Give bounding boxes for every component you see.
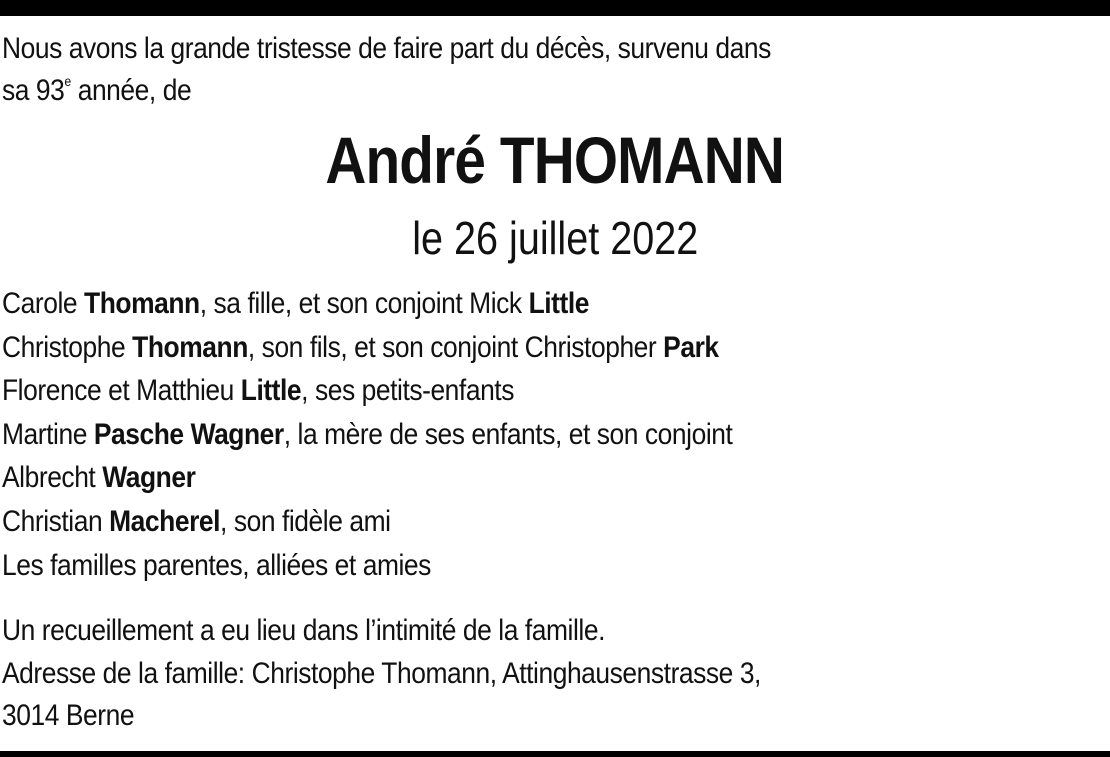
family-text: Martine <box>2 417 94 451</box>
family-text: Les familles parentes, alliées et amies <box>2 548 431 582</box>
family-line <box>2 326 1102 370</box>
bottom-border-rule <box>0 751 1110 757</box>
family-surname: Pasche Wagner <box>93 417 284 451</box>
family-surname: Little <box>528 287 590 320</box>
family-text: Florence et Matthieu <box>2 374 241 408</box>
intro-line-2 <box>2 70 1102 112</box>
family-line <box>2 456 1102 500</box>
family-text: Christian <box>2 504 110 538</box>
closing-line: Un recueillement a eu lieu dans l’intimité de la famille. <box>2 614 605 647</box>
family-line <box>2 369 1102 413</box>
family-text: , la mère de ses enfants, et son conjoint <box>283 417 733 451</box>
intro-line-2-prefix: sa 93 <box>2 74 65 107</box>
family-line <box>2 282 1102 326</box>
family-surname: Thomann <box>132 330 248 364</box>
ordinal-superscript: e <box>64 73 71 89</box>
family-mourners-list <box>2 282 1102 587</box>
closing-notice <box>2 610 1102 738</box>
intro-line-1: Nous avons la grande tristesse de faire part du décès, survenu dans <box>2 32 771 65</box>
family-line <box>2 413 1102 457</box>
closing-line: Adresse de la famille: Christophe Thomann, Attinghausenstrasse 3, <box>2 656 761 690</box>
family-surname: Macherel <box>109 504 221 538</box>
family-text: Christophe <box>2 330 133 364</box>
deceased-name <box>0 120 1110 200</box>
family-text: , son fidèle ami <box>220 504 391 538</box>
deceased-name-text: André THOMANN <box>325 123 785 197</box>
death-date-text: le 26 juillet 2022 <box>412 212 698 264</box>
intro-line-2-suffix: année, de <box>70 74 192 107</box>
family-surname: Park <box>663 330 719 364</box>
family-text: , son fils, et son conjoint Christopher <box>247 330 664 364</box>
family-text: , ses petits-enfants <box>301 374 514 408</box>
family-line <box>2 544 1102 588</box>
death-date <box>0 208 1110 268</box>
top-border-rule <box>0 0 1110 16</box>
family-surname: Wagner <box>102 461 196 495</box>
family-line <box>2 500 1102 544</box>
family-surname: Thomann <box>84 287 200 320</box>
family-text: Albrecht <box>2 461 103 495</box>
closing-line: 3014 Berne <box>2 699 135 732</box>
family-text: , sa fille, et son conjoint Mick <box>199 287 529 320</box>
family-surname: Little <box>240 374 302 408</box>
family-text: Carole <box>2 287 85 320</box>
death-announcement-intro <box>2 28 970 112</box>
